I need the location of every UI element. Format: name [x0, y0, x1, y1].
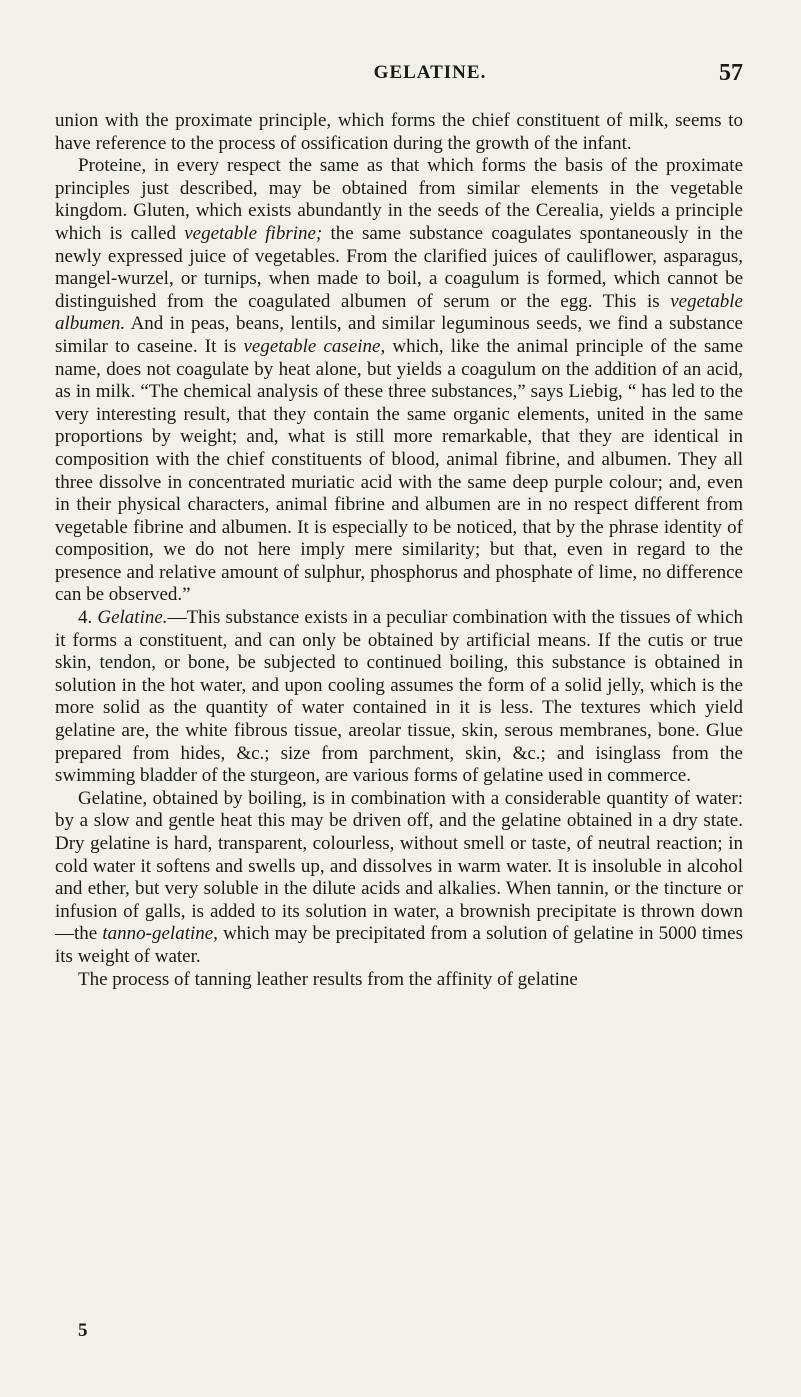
paragraph-text: And in peas, beans, lentils, and similar leguminous seeds, we find a substance similar to caseine. It is: [55, 313, 743, 357]
paragraph-text: the same substance coagulates spontaneously in the newly expressed juice of vegetables. From the clarified juices of cauliflower, asparagus, mangel-wurzel, or turnips, when made to boil, a coagulum is formed, which cannot be distinguished from the coagulated albumen of serum or the egg. This is: [55, 222, 743, 312]
paragraph-gelatine-section: [55, 607, 743, 788]
italic-term: vegetable caseine,: [243, 335, 386, 357]
paragraph-continuation: [55, 110, 743, 155]
signature-mark: 5: [78, 1320, 88, 1341]
paragraph-text: which, like the animal principle of the same name, does not coagulate by heat alone, but yields a coagulum on the addition of an acid, as in milk. “The chemical analysis of these three substances,” says Liebig, “ has led to the very interesting result, that they contain the same organic elements, united in the same proportions by weight; and, what is still more remarkable, that they are identical in composition with the chief constituents of blood, animal fibrine, and albumen. They all three dissolve in concentrated muriatic acid with the same deep purple colour; and, even in their physical characters, animal fibrine and albumen are in no respect different from vegetable fibrine and albumen. It is especially to be noticed, that by the phrase identity of composition, we do not here imply mere similarity; but that, even in regard to the presence and relative amount of sulphur, phosphorus and phosphate of lime, no difference can be observed.”: [55, 335, 743, 606]
section-title: Gelatine.: [97, 607, 168, 629]
paragraph-text: The process of tanning leather results from the affinity of gelatine: [78, 968, 578, 990]
page-header: [117, 60, 743, 90]
paragraph-text: —This substance exists in a peculiar combination with the tissues of which it forms a constituent, and can only be obtained by artificial means. If the cutis or true skin, tendon, or bone, be subjected to continued boiling, this substance is obtained in solution in the hot water, and upon cooling assumes the form of a solid jelly, which is the more solid as the quantity of water contained in it is less. The textures which yield gelatine are, the white fibrous tissue, areolar tissue, skin, serous membranes, bone. Glue prepared from hides, &c.; size from parchment, skin, &c.; and isinglass from the swimming bladder of the sturgeon, are various forms of gelatine used in commerce.: [55, 607, 744, 787]
section-number: 4.: [78, 607, 98, 629]
body-text: [55, 110, 743, 991]
running-head: GELATINE.: [373, 62, 487, 83]
paragraph-text: Gelatine, obtained by boiling, is in combination with a considerable quantity of water: by a slow and gentle heat this may be driven off, and the gelatine obtained in a dry state. Dry gelatine is hard, transparent, colourless, without smell or taste, of neutral reaction; in cold water it softens and swells up, and dissolves in warm water. It is insoluble in alcohol and ether, but very soluble in the dilute acids and alkalies. When tannin, or the tincture or infusion of galls, is added to its solution in water, a brownish precipitate is thrown down —the: [55, 787, 743, 945]
paragraph-text: Proteine, in every respect the same as that which forms the basis of the proximate principles just described, may be obtained from similar elements in the vegetable kingdom. Gluten, which exists abundantly in the seeds of the Cerealia, yields a principle which is called: [55, 155, 743, 244]
italic-term: vegetable fibrine;: [184, 222, 323, 244]
paragraph-tanning: [55, 969, 743, 992]
italic-term: tanno-gelatine,: [102, 923, 218, 945]
paragraph-text: which may be precipitated from a solution of gelatine in 5000 times its weight of water.: [55, 923, 743, 967]
paragraph-gelatine-properties: [55, 788, 743, 969]
italic-term: vegetable albumen.: [55, 290, 743, 335]
page-number: 57: [719, 60, 743, 86]
paragraph-proteine: [55, 155, 743, 607]
paragraph-text: union with the proximate principle, which forms the chief constituent of milk, seems to have reference to the process of ossification during the growth of the infant.: [55, 110, 743, 154]
